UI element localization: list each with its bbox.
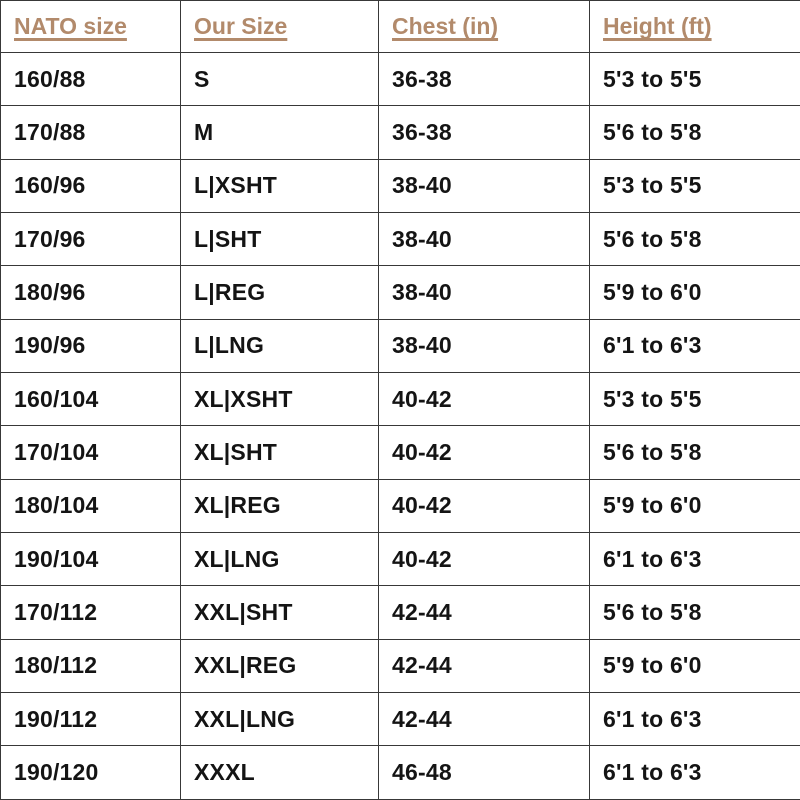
- cell-nato-size: 170/112: [1, 586, 181, 639]
- table-row: [1, 586, 800, 639]
- cell-nato-size: 170/88: [1, 106, 181, 159]
- column-header-label: Chest (in): [392, 13, 499, 39]
- cell-chest: 40-42: [379, 373, 590, 426]
- table-row: [1, 639, 800, 692]
- cell-chest: 42-44: [379, 693, 590, 746]
- cell-height: 5'3 to 5'5: [590, 159, 800, 212]
- cell-chest: 40-42: [379, 426, 590, 479]
- cell-chest: 38-40: [379, 266, 590, 319]
- cell-nato-size: 190/96: [1, 319, 181, 372]
- header-row: [1, 1, 800, 53]
- cell-nato-size: 160/88: [1, 53, 181, 106]
- cell-height: 5'9 to 6'0: [590, 266, 800, 319]
- cell-height: 5'6 to 5'8: [590, 426, 800, 479]
- cell-nato-size: 170/104: [1, 426, 181, 479]
- cell-height: 6'1 to 6'3: [590, 693, 800, 746]
- cell-nato-size: 160/104: [1, 373, 181, 426]
- cell-our-size: L|SHT: [181, 213, 379, 266]
- cell-our-size: XL|XSHT: [181, 373, 379, 426]
- cell-our-size: L|XSHT: [181, 159, 379, 212]
- cell-our-size: XXL|SHT: [181, 586, 379, 639]
- cell-height: 5'6 to 5'8: [590, 106, 800, 159]
- cell-our-size: XL|SHT: [181, 426, 379, 479]
- table-row: [1, 746, 800, 800]
- cell-chest: 40-42: [379, 533, 590, 586]
- table-row: [1, 533, 800, 586]
- cell-chest: 46-48: [379, 746, 590, 800]
- cell-chest: 40-42: [379, 479, 590, 532]
- cell-our-size: L|LNG: [181, 319, 379, 372]
- cell-height: 6'1 to 6'3: [590, 319, 800, 372]
- table-row: [1, 266, 800, 319]
- cell-chest: 36-38: [379, 106, 590, 159]
- cell-height: 5'6 to 5'8: [590, 586, 800, 639]
- cell-nato-size: 180/104: [1, 479, 181, 532]
- table-row: [1, 106, 800, 159]
- cell-our-size: XL|REG: [181, 479, 379, 532]
- table-row: [1, 159, 800, 212]
- table-row: [1, 373, 800, 426]
- cell-our-size: XXXL: [181, 746, 379, 800]
- cell-chest: 36-38: [379, 53, 590, 106]
- cell-height: 5'9 to 6'0: [590, 479, 800, 532]
- cell-our-size: XXL|REG: [181, 639, 379, 692]
- cell-chest: 38-40: [379, 319, 590, 372]
- column-header-our-size: [181, 1, 379, 53]
- cell-our-size: M: [181, 106, 379, 159]
- cell-our-size: S: [181, 53, 379, 106]
- cell-height: 6'1 to 6'3: [590, 746, 800, 800]
- cell-chest: 38-40: [379, 159, 590, 212]
- cell-nato-size: 190/104: [1, 533, 181, 586]
- cell-nato-size: 190/120: [1, 746, 181, 800]
- cell-height: 5'6 to 5'8: [590, 213, 800, 266]
- cell-nato-size: 180/96: [1, 266, 181, 319]
- table-row: [1, 213, 800, 266]
- cell-our-size: XL|LNG: [181, 533, 379, 586]
- cell-our-size: XXL|LNG: [181, 693, 379, 746]
- cell-chest: 42-44: [379, 586, 590, 639]
- table-row: [1, 319, 800, 372]
- cell-chest: 38-40: [379, 213, 590, 266]
- cell-nato-size: 170/96: [1, 213, 181, 266]
- table-row: [1, 53, 800, 106]
- cell-height: 6'1 to 6'3: [590, 533, 800, 586]
- column-header-chest: [379, 1, 590, 53]
- column-header-height: [590, 1, 800, 53]
- column-header-label: NATO size: [14, 13, 127, 39]
- column-header-label: Our Size: [194, 13, 288, 39]
- cell-height: 5'9 to 6'0: [590, 639, 800, 692]
- table-row: [1, 479, 800, 532]
- column-header-nato-size: [1, 1, 181, 53]
- cell-height: 5'3 to 5'5: [590, 53, 800, 106]
- cell-chest: 42-44: [379, 639, 590, 692]
- cell-nato-size: 160/96: [1, 159, 181, 212]
- table-row: [1, 693, 800, 746]
- table-row: [1, 426, 800, 479]
- cell-nato-size: 180/112: [1, 639, 181, 692]
- cell-nato-size: 190/112: [1, 693, 181, 746]
- column-header-label: Height (ft): [603, 13, 712, 39]
- cell-height: 5'3 to 5'5: [590, 373, 800, 426]
- cell-our-size: L|REG: [181, 266, 379, 319]
